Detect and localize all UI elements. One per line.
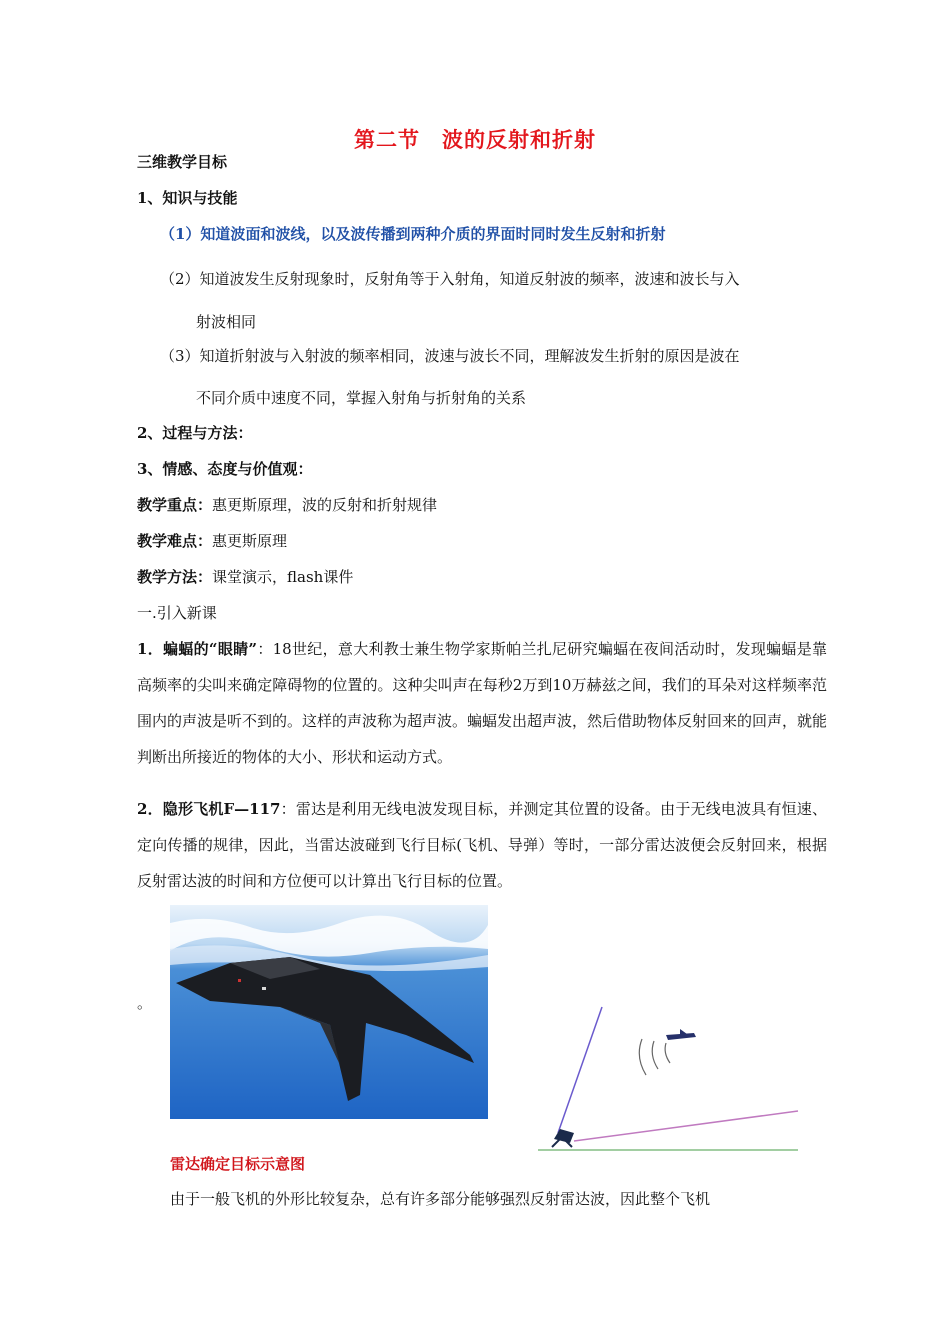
radar-diagram: [530, 1005, 810, 1165]
paragraph-bat: [137, 631, 827, 775]
objectives-heading: 三维教学目标: [137, 153, 228, 171]
teaching-difficulty: [137, 531, 287, 551]
teaching-method: [137, 567, 353, 587]
stealth-aircraft-photo: [170, 905, 488, 1119]
objective-1: （1）知道波面和波线，以及波传播到两种介质的界面时同时发生反射和折射: [160, 225, 666, 243]
section-knowledge: 1、知识与技能: [137, 189, 238, 207]
objective-3-line2: 不同介质中速度不同，掌握入射角与折射角的关系: [196, 389, 527, 407]
section-attitude: 3、情感、态度与价值观：: [137, 460, 313, 478]
section-process: 2、过程与方法：: [137, 424, 253, 442]
objective-2-line2: 射波相同: [196, 313, 257, 331]
paragraph-stealth-label: 2．隐形飞机F—117: [137, 800, 281, 818]
paragraph-bat-text: ：18世纪，意大利教士兼生物学家斯帕兰扎尼研究蝙蝠在夜间活动时，发现蝙蝠是靠高频率的尖叫来确定障碍物的位置的。这种尖叫声在每秒2万到10万赫兹之间，我们的耳朵对这样频率范围内的声波是听不到的。这样的声波称为超声波。蝙蝠发出超声波，然后借助物体反射回来的回声，就能判断出所接近的物体的大小、形状和运动方式。: [137, 640, 828, 766]
objective-3-line1: （3）知道折射波与入射波的频率相同，波速与波长不同，理解波发生折射的原因是波在: [160, 347, 740, 365]
paragraph-continuation: 由于一般飞机的外形比较复杂，总有许多部分能够强烈反射雷达波，因此整个飞机: [170, 1190, 711, 1208]
paragraph-stealth-text: ：雷达是利用无线电波发现目标，并测定其位置的设备。由于无线电波具有恒速、定向传播的规律，因此，当雷达波碰到飞行目标(飞机、导弹）等时，一部分雷达波便会反射回来，根据反射雷达波的时间和方位便可以计算出飞行目标的位置。: [137, 800, 827, 890]
teaching-method-label: 教学方法：: [137, 568, 213, 586]
teaching-focus-label: 教学重点：: [137, 496, 213, 514]
teaching-difficulty-label: 教学难点：: [137, 532, 213, 550]
page-title: 第二节 波的反射和折射: [354, 127, 596, 152]
stray-period: 。: [137, 994, 153, 1012]
intro-heading: 一.引入新课: [137, 604, 217, 622]
radar-caption: 雷达确定目标示意图: [170, 1155, 306, 1173]
teaching-difficulty-text: 惠更斯原理: [212, 532, 288, 550]
paragraph-bat-label: 1．蝙蝠的“眼睛”: [137, 640, 258, 658]
teaching-method-text: 课堂演示，flash课件: [212, 568, 354, 586]
teaching-focus: [137, 495, 437, 515]
teaching-focus-text: 惠更斯原理，波的反射和折射规律: [212, 496, 438, 514]
paragraph-stealth: [137, 791, 827, 899]
objective-2-line1: （2）知道波发生反射现象时，反射角等于入射角，知道反射波的频率，波速和波长与入: [160, 270, 740, 288]
